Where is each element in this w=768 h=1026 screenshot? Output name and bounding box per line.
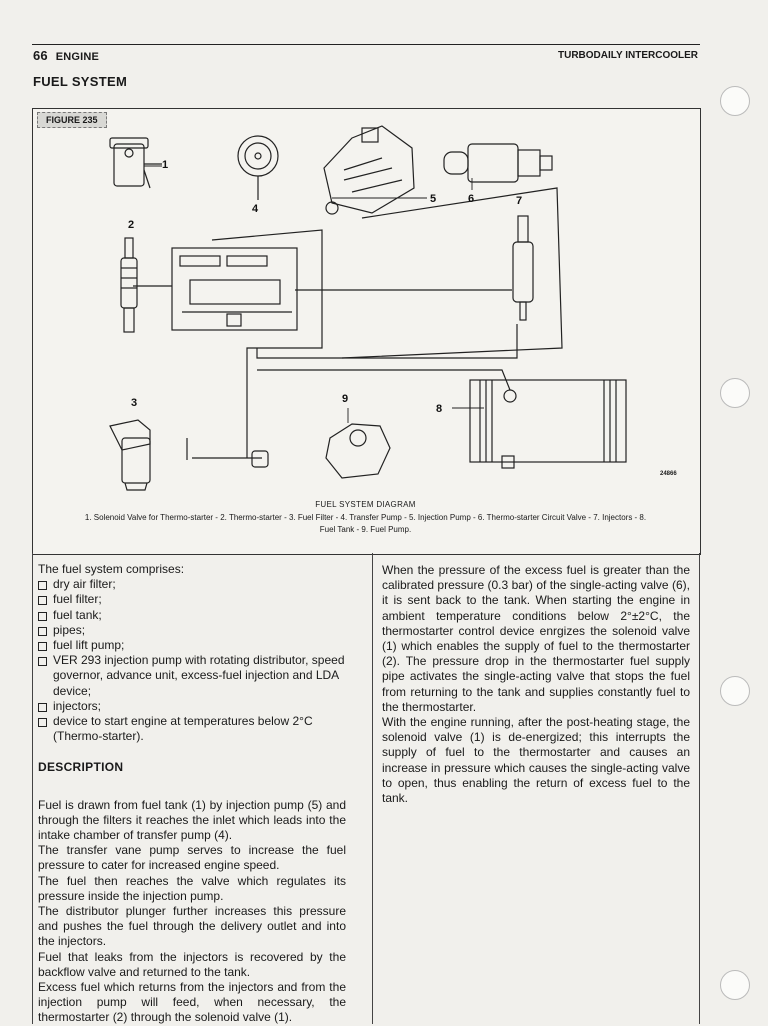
page-title: FUEL SYSTEM bbox=[33, 74, 128, 89]
injector-drawing bbox=[513, 216, 533, 320]
section-name: ENGINE bbox=[55, 51, 100, 63]
description-paragraph: The fuel then reaches the valve which regulates its pressure inside the injection pump. bbox=[38, 873, 346, 903]
fuel-lines bbox=[187, 188, 562, 460]
callout-5: 5 bbox=[430, 193, 437, 205]
column-rule-middle bbox=[372, 553, 373, 1024]
list-item bbox=[38, 608, 346, 623]
checkbox-icon bbox=[38, 657, 47, 666]
binder-hole bbox=[720, 86, 750, 116]
list-item bbox=[38, 699, 346, 714]
fuel-tank-drawing bbox=[470, 380, 626, 468]
figure-caption bbox=[32, 512, 699, 536]
header-rule bbox=[32, 44, 700, 45]
figure-code: 24866 bbox=[660, 471, 677, 477]
callout-2: 2 bbox=[128, 219, 135, 231]
list-item-text: device to start engine at temperatures below 2°C (Thermo-starter). bbox=[53, 714, 313, 744]
list-item-text: fuel lift pump; bbox=[53, 638, 125, 653]
solenoid-valve-drawing bbox=[110, 138, 162, 188]
engine-block-drawing bbox=[172, 248, 297, 330]
description-paragraph: Fuel that leaks from the injectors is recovered by the backflow valve and returned to the tank. bbox=[38, 949, 346, 979]
list-item-text: dry air filter; bbox=[53, 577, 116, 592]
description-paragraph: With the engine running, after the post-heating stage, the solenoid valve (1) is de-energized; this interrupts the supply of fuel to the thermostarter and causes an increase in pressure which causes the single-acting valve to open, thus enabling the return of excess fuel to the tank. bbox=[382, 715, 690, 806]
description-paragraph: The distributor plunger further increases this pressure and pushes the fuel through the delivery outlet and into the injectors. bbox=[38, 904, 346, 949]
page-header-left bbox=[33, 48, 99, 63]
right-column bbox=[382, 563, 690, 806]
thermo-starter-drawing bbox=[121, 238, 172, 332]
checkbox-icon bbox=[38, 612, 47, 621]
column-rule-right bbox=[699, 553, 700, 1024]
list-item-text: fuel tank; bbox=[53, 607, 102, 622]
description-paragraph: The transfer vane pump serves to increase the fuel pressure to cater for increased engine speed. bbox=[38, 843, 346, 873]
callout-1: 1 bbox=[162, 159, 169, 171]
description-body bbox=[38, 798, 346, 1026]
callout-6: 6 bbox=[468, 193, 475, 205]
components-intro: The fuel system comprises: bbox=[38, 562, 185, 576]
checkbox-icon bbox=[38, 718, 47, 727]
description-paragraph: When the pressure of the excess fuel is greater than the calibrated pressure (0.3 bar) of the single-acting valve (6), it is sent back to the tank. When starting the engine in ambient temperature conditions below 2°±2°C, the thermostarter control device enrgizes the solenoid valve (1) which enables the supply of fuel to the thermostarter (2). The pressure drop in the thermostarter fuel supply pipe activates the single-acting valve that stops the fuel from returning to the tank and supplies constantly fuel to the thermostarter. bbox=[382, 563, 690, 714]
list-item bbox=[38, 577, 346, 592]
callout-9: 9 bbox=[342, 393, 349, 405]
fuel-filter-drawing bbox=[110, 420, 150, 490]
caption-line-1: 1. Solenoid Valve for Thermo-starter - 2. Thermo-starter - 3. Fuel Filter - 4. Transfer Pump - 5. Injection Pump - 6. Thermo-starter Circuit Valve - 7. Injectors - 8. bbox=[84, 513, 647, 522]
list-item bbox=[38, 623, 346, 638]
caption-line-2: Fuel Tank - 9. Fuel Pump. bbox=[319, 525, 412, 534]
figure-caption-title: FUEL SYSTEM DIAGRAM bbox=[315, 500, 416, 509]
components-list bbox=[38, 577, 346, 744]
description-paragraph: Excess fuel which returns from the injectors and from the injection pump will feed, when necessary, the thermostarter (2) through the solenoid valve (1). bbox=[38, 980, 346, 1025]
transfer-pump-drawing bbox=[238, 136, 278, 200]
fuel-system-diagram bbox=[32, 108, 699, 498]
model-name: TURBODAILY INTERCOOLER bbox=[557, 50, 698, 61]
checkbox-icon bbox=[38, 596, 47, 605]
binder-hole bbox=[720, 970, 750, 1000]
checkbox-icon bbox=[38, 642, 47, 651]
callout-7: 7 bbox=[516, 195, 523, 207]
injection-pump-drawing bbox=[324, 126, 414, 214]
description-paragraph: Fuel is drawn from fuel tank (1) by injection pump (5) and through the filters it reaches the inlet which leads into the intake chamber of transfer pump (4). bbox=[38, 797, 346, 843]
list-item-text: VER 293 injection pump with rotating distributor, speed governor, advance unit, excess-fuel injection and LDA device; bbox=[53, 653, 345, 698]
column-rule-left bbox=[32, 553, 33, 1024]
list-item bbox=[38, 638, 346, 653]
left-column bbox=[38, 562, 346, 1026]
circuit-valve-drawing bbox=[444, 144, 552, 182]
list-item bbox=[38, 714, 346, 744]
list-item bbox=[38, 592, 346, 607]
fuel-lift-pump-drawing bbox=[252, 424, 390, 478]
checkbox-icon bbox=[38, 627, 47, 636]
list-item-text: injectors; bbox=[53, 698, 102, 713]
list-item-text: pipes; bbox=[53, 622, 86, 637]
list-item bbox=[38, 653, 346, 699]
list-item-text: fuel filter; bbox=[53, 592, 102, 607]
page-number: 66 bbox=[33, 48, 48, 63]
callout-4: 4 bbox=[252, 203, 259, 215]
binder-hole bbox=[720, 378, 750, 408]
callout-3: 3 bbox=[131, 397, 138, 409]
checkbox-icon bbox=[38, 703, 47, 712]
callout-8: 8 bbox=[436, 403, 443, 415]
checkbox-icon bbox=[38, 581, 47, 590]
description-heading: DESCRIPTION bbox=[38, 760, 124, 775]
figure-label: FIGURE 235 bbox=[37, 112, 107, 128]
binder-hole bbox=[720, 676, 750, 706]
